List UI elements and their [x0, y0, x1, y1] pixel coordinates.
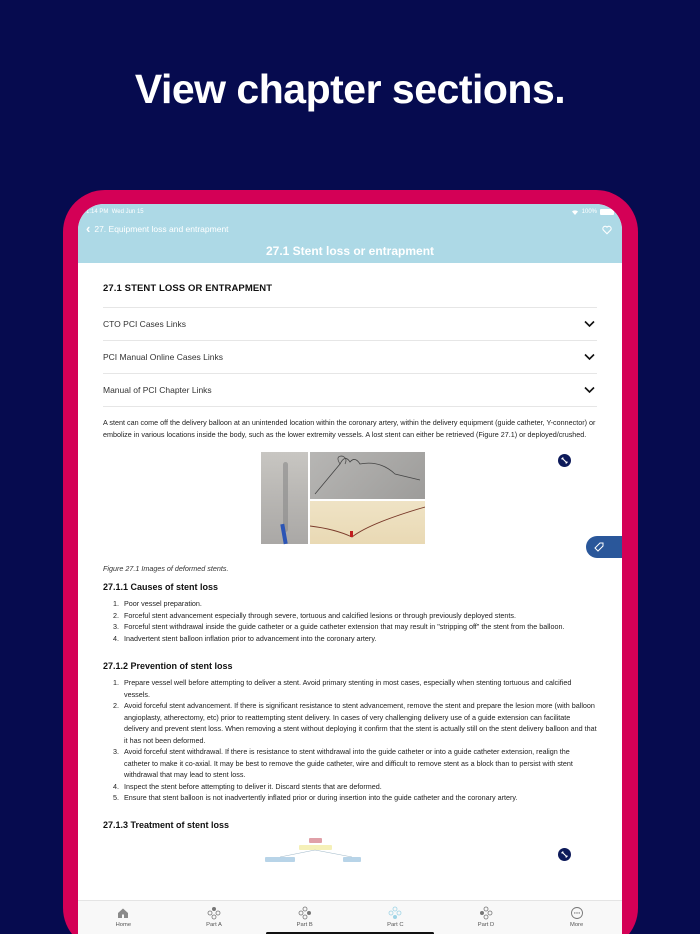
tab-label: Part B	[296, 922, 313, 928]
prevention-heading: 27.1.2 Prevention of stent loss	[103, 661, 233, 671]
tag-icon	[592, 536, 606, 558]
list-item: 4. Inadvertent stent balloon inflation prior to advancement into the coronary artery.	[121, 633, 597, 645]
more-icon	[570, 906, 584, 920]
date-text: Wed Jun 15	[111, 209, 144, 215]
figure-caption: Figure 27.1 Images of deformed stents.	[103, 564, 229, 573]
snare-drawing	[310, 452, 425, 499]
expand-icon	[558, 454, 571, 467]
flow-connectors	[103, 836, 597, 876]
figure-panel-top-right	[310, 452, 425, 499]
treatment-flowchart[interactable]	[103, 836, 597, 876]
expand-flowchart-button[interactable]	[558, 848, 571, 861]
list-item: 5. Ensure that stent balloon is not inadvertently inflated prior or during insertion into the guide catheter and the coronary artery.	[121, 792, 597, 804]
list-item: 3. Avoid forceful stent withdrawal. If there is resistance to stent withdrawal into the guide catheter or into a guide catheter extension, realign the catheter to make it co-axial. It may be best to remove the guide catheter, wire and difficult to remove stent as a block than to persist with stent withdrawal that may lead to stent loss.	[121, 746, 597, 781]
status-time	[86, 209, 144, 215]
tab-home[interactable]	[83, 906, 163, 934]
chevron-down-icon	[584, 353, 595, 361]
app-screen	[78, 204, 622, 934]
treatment-heading: 27.1.3 Treatment of stent loss	[103, 819, 230, 830]
back-button[interactable]	[86, 221, 229, 236]
tab-bar	[78, 900, 622, 934]
section-title: 27.1 STENT LOSS OR ENTRAPMENT	[103, 283, 273, 294]
figure-27-1-image[interactable]	[261, 452, 425, 544]
status-right	[571, 209, 614, 215]
figure-container	[103, 452, 597, 584]
wifi-icon	[571, 209, 579, 215]
intro-paragraph: A stent can come off the delivery balloon at an unintended location within the coronary artery, within the delivery equipment (guide catheter, Y-connector) or embolize in various locations inside the body, such as the lower extremity vessels. A lost stent can either be retrieved (Figure 27.1) or deployed/crushed.	[103, 418, 596, 439]
tab-part-c[interactable]	[355, 906, 435, 934]
accordion-label: CTO PCI Cases Links	[103, 319, 186, 329]
list-item: 1. Poor vessel preparation.	[121, 598, 597, 610]
expand-icon	[558, 848, 571, 861]
accordion-manual-pci-chapter[interactable]	[103, 374, 597, 407]
links-accordion	[103, 307, 597, 407]
expand-figure-button[interactable]	[558, 454, 571, 467]
home-icon	[116, 906, 130, 920]
back-label: 27. Equipment loss and entrapment	[94, 224, 229, 234]
list-item: 4. Inspect the stent before attempting to deliver it. Discard stents that are deformed.	[121, 781, 597, 793]
list-item: 3. Forceful stent withdrawal inside the guide catheter or a guide catheter extension that may result in "stripping off" the stent from the balloon.	[121, 621, 597, 633]
tab-label: Part A	[206, 922, 222, 928]
bookmark-tag-button[interactable]	[586, 536, 622, 558]
chapter-content	[103, 263, 597, 876]
time-text: 1:14 PM	[86, 209, 109, 215]
accordion-pci-manual-online-cases[interactable]	[103, 341, 597, 374]
tab-part-b[interactable]	[265, 906, 345, 934]
stent-wire	[283, 462, 288, 532]
app-header	[78, 204, 622, 263]
accordion-label: PCI Manual Online Cases Links	[103, 352, 224, 362]
causes-list	[103, 598, 597, 644]
chevron-down-icon	[584, 320, 595, 328]
figure-panel-bottom-right	[310, 501, 425, 544]
tab-part-a[interactable]	[174, 906, 254, 934]
list-item: 2. Forceful stent advancement especially through severe, tortuous and calcified lesions or through previously deployed stents.	[121, 610, 597, 622]
battery-icon	[600, 209, 614, 215]
tab-label: Home	[115, 922, 132, 928]
tab-label: More	[570, 922, 584, 928]
tab-part-d[interactable]	[446, 906, 526, 934]
prevention-list	[103, 677, 597, 804]
chevron-left-icon: ‹	[86, 221, 91, 236]
part-d-icon	[479, 906, 493, 920]
tab-label: Part C	[387, 922, 404, 928]
tab-more[interactable]	[537, 906, 617, 934]
tab-label: Part D	[477, 922, 495, 928]
favorite-heart-icon[interactable]	[602, 225, 612, 235]
part-c-icon	[388, 906, 402, 920]
battery-text: 100%	[581, 209, 597, 215]
angiogram-drawing	[310, 501, 425, 544]
status-bar	[78, 207, 622, 219]
page-title: 27.1 Stent loss or entrapment	[265, 244, 435, 258]
part-b-icon	[298, 906, 312, 920]
causes-heading: 27.1.1 Causes of stent loss	[103, 582, 219, 592]
hero-title: View chapter sections.	[134, 66, 566, 112]
chevron-down-icon	[584, 386, 595, 394]
list-item: 1. Prepare vessel well before attempting to deliver a stent. Avoid primary stenting in most cases, especially when stenting tortuous and calcified vessels.	[121, 677, 597, 700]
list-item: 2. Avoid forceful stent advancement. If there is significant resistance to stent advancement, remove the stent and prepare the lesion more (with balloon angioplasty, atherectomy, etc) prior to reattempting stent delivery. In cases of very challenging delivery use of a guide extension can facilitate delivery and prevent stent loss. When removing a stent without deploying it confirm that the stent is actually still on the stent delivery balloon and that it has not been deformed.	[121, 700, 597, 746]
accordion-cto-pci-cases[interactable]	[103, 308, 597, 341]
figure-panel-left	[261, 452, 308, 544]
accordion-label: Manual of PCI Chapter Links	[103, 385, 212, 395]
part-a-icon	[207, 906, 221, 920]
